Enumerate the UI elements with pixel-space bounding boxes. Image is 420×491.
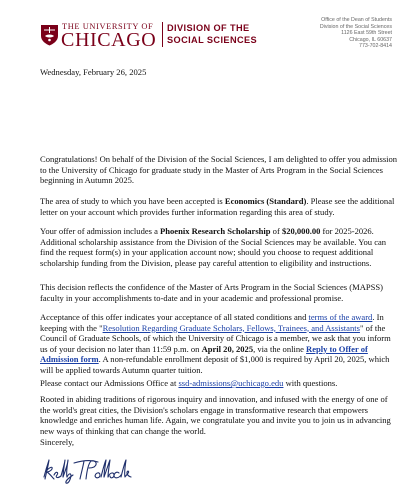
closing-salutation: Sincerely, [40, 437, 75, 447]
letterhead [0, 0, 420, 60]
resolution-link[interactable]: Resolution Regarding Graduate Scholars, Fellows, Trainees, and Assistants [102, 322, 360, 333]
paragraph-area-of-study [40, 196, 400, 217]
terms-of-award-link[interactable]: terms of the award [308, 312, 373, 322]
text-span: , via the online [253, 343, 307, 354]
paragraph-scholarship [40, 226, 400, 268]
address-line: 773-702-8414 [359, 43, 392, 50]
reply-deadline: April 20, 2025 [201, 343, 254, 354]
division-name-line2: SOCIAL SCIENCES [167, 35, 258, 45]
address-line: 1126 East 59th Street [341, 30, 392, 37]
text-span: with questions. [283, 378, 338, 388]
scholarship-name: Phoenix Research Scholarship [160, 226, 271, 236]
division-name-line1: DIVISION OF THE [167, 23, 250, 33]
text-span: Your offer of admission includes a [40, 226, 161, 236]
text-span: for 2025-2026. Additional scholarship assistance from the Division of the Social Sciences may be available. You can find the request form(s) in your application account now; should you choose to request additional scholarship funding from the Division, please pay careful attention to eligibility and instructions. [40, 226, 387, 268]
text-span: . A non-refundable enrollment deposit of $1,000 is required by April 20, 2025, which will be applied towards Autumn quarter tuition. [40, 354, 390, 375]
paragraph-closing-statement: Rooted in abiding traditions of rigorous inquiry and innovation, and infused with the energy of one of the world's great cities, the Division's scholars engage in transformative research that empowers knowledge and enriches human life. Again, we congratulate you and invite you to join us in advancing new ways of thinking that can change the world. [40, 394, 391, 436]
letter-date: Wednesday, February 26, 2025 [40, 67, 147, 77]
university-crest-icon [40, 24, 59, 46]
paragraph-acceptance [40, 312, 400, 376]
header-divider [162, 22, 163, 47]
university-name-small: THE UNIVERSITY OF [62, 22, 154, 31]
office-address [320, 17, 392, 50]
paragraph-congratulations: Congratulations! On behalf of the Division of the Social Sciences, I am delighted to offer you admission to the University of Chicago for graduate study in the Master of Arts Program in the Social Sciences beginning in Autumn 2025. [40, 154, 398, 186]
text-span: of [270, 226, 282, 236]
text-span: . Please see the additional letter on your account which provides further information regarding this area of study. [40, 196, 395, 217]
admissions-email-link[interactable]: ssd-admissions@uchicago.edu [178, 378, 284, 388]
handwritten-signature [40, 455, 150, 485]
area-of-study: Economics (Standard) [224, 196, 307, 206]
text-span: . In keeping with the " [40, 312, 384, 333]
address-line: Division of the Social Sciences [319, 23, 392, 30]
address-line: Chicago, IL 60637 [349, 36, 392, 43]
paragraph-mapss: This decision reflects the confidence of the Master of Arts Program in the Social Sciences (MAPSS) faculty in your accomplishments to-date and in your academic and professional promise. [40, 282, 383, 303]
scholarship-amount: $20,000.00 [281, 226, 321, 236]
text-span: Acceptance of this offer indicates your acceptance of all stated conditions and [40, 312, 309, 322]
address-line: Office of the Dean of Students [321, 17, 392, 23]
paragraph-contact [40, 378, 400, 389]
text-span: Please contact our Admissions Office at [40, 378, 179, 388]
text-span: The area of study to which you have been accepted is [40, 196, 225, 206]
text-span: " of the Council of Graduate Schools, of which the University of Chicago is a member, we ask that you inform us of your decision no later than 11:59 p.m. on [40, 322, 391, 354]
university-name-big: CHICAGO [61, 29, 157, 51]
reply-to-offer-link[interactable]: Reply to Offer of Admission form [40, 343, 368, 365]
